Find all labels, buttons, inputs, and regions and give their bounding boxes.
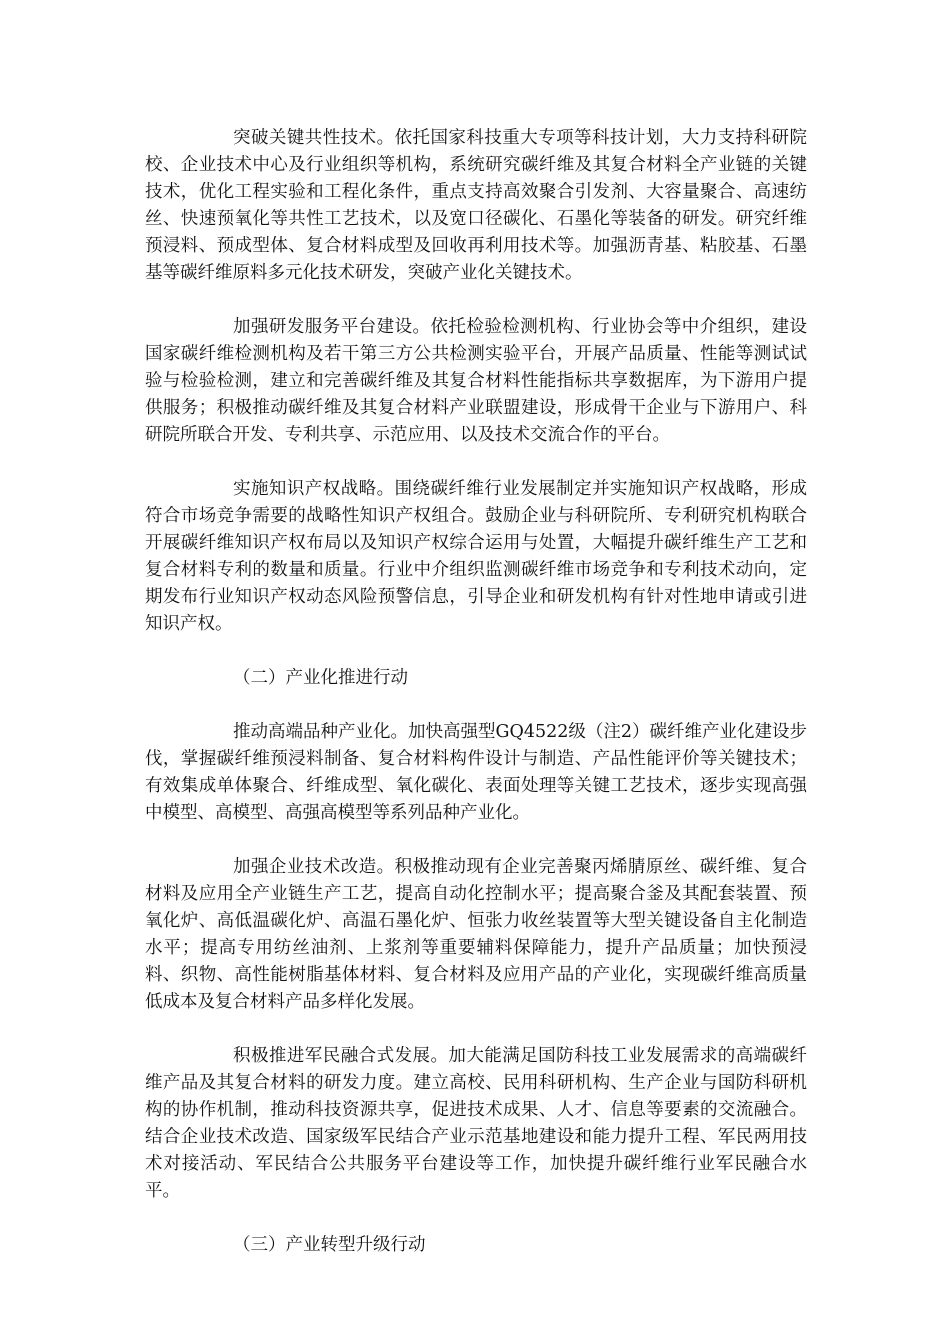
paragraph-civil-military-integration: 积极推进军民融合式发展。加大能满足国防科技工业发展需求的高端碳纤维产品及其复合材料的研发力度。建立高校、民用科研机构、生产企业与国防科研机构的协作机制，推动科技资源共享，促进技术成果、人才、信息等要素的交流融合。结合企业技术改造、国家级军民结合产业示范基地建设和能力提升工程、军民两用技术对接活动、军民结合公共服务平台建设等工作，加快提升碳纤维行业军民融合水平。 — [145, 1046, 807, 1201]
document-body — [145, 125, 807, 1286]
paragraph-rd-service-platform: 加强研发服务平台建设。依托检验检测机构、行业协会等中介组织，建设国家碳纤维检测机构及若干第三方公共检测实验平台，开展产品质量、性能等测试试验与检验检测，建立和完善碳纤维及其复合材料性能指标共享数据库，为下游用户提供服务；积极推动碳纤维及其复合材料产业联盟建设，形成骨干企业与下游用户、科研院所联合开发、专利共享、示范应用、以及技术交流合作的平台。 — [145, 317, 807, 445]
section-heading-transformation: （三）产业转型升级行动 — [233, 1235, 426, 1255]
paragraph-ip-strategy: 实施知识产权战略。围绕碳纤维行业发展制定并实施知识产权战略，形成符合市场竞争需要的战略性知识产权组合。鼓励企业与科研院所、专利研究机构联合开展碳纤维知识产权布局以及知识产权综合运用与处置，大幅提升碳纤维生产工艺和复合材料专利的数量和质量。行业中介组织监测碳纤维市场竞争和专利技术动向，定期发布行业知识产权动态风险预警信息，引导企业和研发机构有针对性地申请或引进知识产权。 — [145, 479, 807, 634]
section-heading-industrialization: （二）产业化推进行动 — [233, 668, 408, 688]
paragraph-key-technologies: 突破关键共性技术。依托国家科技重大专项等科技计划，大力支持科研院校、企业技术中心及行业组织等机构，系统研究碳纤维及其复合材料全产业链的关键技术，优化工程实验和工程化条件，重点支持高效聚合引发剂、大容量聚合、高速纺丝、快速预氧化等共性工艺技术，以及宽口径碳化、石墨化等装备的研发。研究纤维预浸料、预成型体、复合材料成型及回收再利用技术等。加强沥青基、粘胶基、石墨基等碳纤维原料多元化技术研发，突破产业化关键技术。 — [145, 128, 807, 283]
paragraph-technical-renovation: 加强企业技术改造。积极推动现有企业完善聚丙烯腈原丝、碳纤维、复合材料及应用全产业链生产工艺，提高自动化控制水平；提高聚合釜及其配套装置、预氧化炉、高低温碳化炉、高温石墨化炉、恒张力收丝装置等大型关键设备自主化制造水平；提高专用纺丝油剂、上浆剂等重要辅料保障能力，提升产品质量；加快预浸料、织物、高性能树脂基体材料、复合材料及应用产品的产业化，实现碳纤维高质量低成本及复合材料产品多样化发展。 — [145, 857, 807, 1012]
paragraph-high-end-varieties: 推动高端品种产业化。加快高强型GQ4522级（注2）碳纤维产业化建设步伐，掌握碳纤维预浸料制备、复合材料构件设计与制造、产品性能评价等关键技术；有效集成单体聚合、纤维成型、氧化碳化、表面处理等关键工艺技术，逐步实现高强中模型、高模型、高强高模型等系列品种产业化。 — [145, 722, 807, 823]
